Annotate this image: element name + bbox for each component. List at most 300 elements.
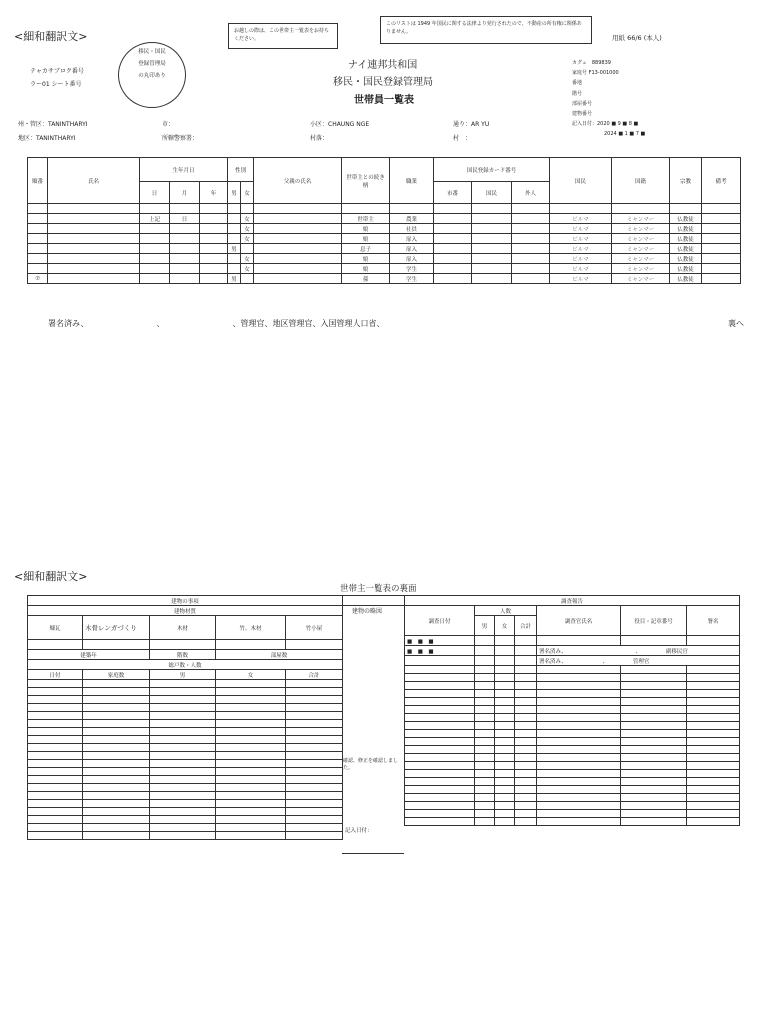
cell-empty <box>495 754 515 762</box>
col-header-father: 父親の氏名 <box>254 158 342 204</box>
table-row <box>28 704 343 712</box>
cell-female: 女 <box>241 254 254 264</box>
building-drawing-label: 建物の略図 <box>352 608 383 615</box>
ward-field: 小区：CHAUNG NGE <box>310 121 370 128</box>
cell-empty <box>434 214 472 224</box>
cell-empty <box>286 744 343 752</box>
cell-cit: ビルマ <box>550 234 612 244</box>
cell-empty <box>537 690 621 698</box>
table-row <box>28 712 343 720</box>
cell-day <box>140 254 170 264</box>
cell-month <box>170 204 200 214</box>
cell-empty <box>28 824 83 832</box>
cell-empty <box>537 722 621 730</box>
cell-empty <box>286 808 343 816</box>
col-header-card-city: 市番 <box>434 182 472 204</box>
cell-empty <box>537 738 621 746</box>
material-half-brick: 木骨レンガづくり <box>83 616 150 640</box>
cell-empty <box>515 698 537 706</box>
cell-empty <box>702 204 741 214</box>
table-row <box>28 816 343 824</box>
table-row <box>28 224 741 234</box>
cell-empty <box>405 778 475 786</box>
cell-empty <box>495 810 515 818</box>
cell-empty <box>48 234 140 244</box>
cell-empty <box>405 698 475 706</box>
cell-empty <box>150 776 216 784</box>
building-matters-header: 建物の事項 <box>28 596 343 606</box>
cell-no <box>28 204 48 214</box>
cell-empty <box>512 214 550 224</box>
meta-line: 階号 <box>572 90 583 97</box>
cell-empty <box>286 776 343 784</box>
cell-cit: ビルマ <box>550 224 612 234</box>
table-row <box>405 810 740 818</box>
cell-empty <box>687 810 740 818</box>
cell-nat: ミャンマー <box>612 234 670 244</box>
cell-empty <box>150 688 216 696</box>
cell-empty <box>512 264 550 274</box>
cell-empty <box>475 770 495 778</box>
inspection-date-1: ■ ■ ■ <box>405 636 475 646</box>
cell-empty <box>28 784 83 792</box>
cell-empty <box>537 674 621 682</box>
table-row <box>28 688 343 696</box>
cell-empty <box>216 824 286 832</box>
family-count-label: 家庭数 <box>83 670 150 680</box>
official-seal <box>118 42 186 108</box>
cell-empty <box>687 786 740 794</box>
cell-male <box>228 204 241 214</box>
cell-empty <box>83 832 150 840</box>
cell-empty <box>83 728 150 736</box>
cell-empty <box>687 738 740 746</box>
cell-empty <box>216 728 286 736</box>
cell-empty <box>405 722 475 730</box>
cell-empty <box>687 698 740 706</box>
cell-cit: ビルマ <box>550 274 612 284</box>
cell-empty <box>702 224 741 234</box>
cell-day <box>140 204 170 214</box>
cell-empty <box>687 746 740 754</box>
table-row <box>405 818 740 826</box>
cell-empty <box>200 264 228 274</box>
cell-empty <box>621 818 687 826</box>
inspection-table <box>404 595 740 826</box>
cell-empty <box>475 802 495 810</box>
cell-empty <box>621 810 687 818</box>
cell-empty <box>200 274 228 284</box>
cell-empty <box>216 704 286 712</box>
cell-empty <box>254 264 342 274</box>
cell-empty <box>515 706 537 714</box>
table-row <box>28 752 343 760</box>
date-label: 日付 <box>28 670 83 680</box>
seal-line-1: 移民・国民 <box>138 49 166 55</box>
cell-empty <box>150 768 216 776</box>
cell-empty <box>621 738 687 746</box>
page2-heading: <細和翻訳文> <box>14 570 88 583</box>
cell-nat <box>612 204 670 214</box>
cell-empty <box>495 746 515 754</box>
cell-empty <box>621 746 687 754</box>
cell-male <box>228 224 241 234</box>
cell-empty <box>475 810 495 818</box>
cell-cit: ビルマ <box>550 254 612 264</box>
cell-empty <box>475 762 495 770</box>
cell-empty <box>48 274 140 284</box>
cell-empty <box>621 802 687 810</box>
cell-empty <box>472 224 512 234</box>
people-male-header: 男 <box>475 616 495 636</box>
cell-empty <box>83 800 150 808</box>
cell-empty <box>475 698 495 706</box>
note-box: お越しの際は、この世帯主一覧表をお持ちください。 <box>228 23 338 49</box>
cell-empty <box>687 802 740 810</box>
cell-empty <box>286 712 343 720</box>
cell-empty <box>200 234 228 244</box>
cell-empty <box>495 778 515 786</box>
village-field: 村 ： <box>453 135 472 142</box>
col-header-female: 女 <box>241 182 254 204</box>
cell-empty <box>434 254 472 264</box>
cell-empty <box>28 688 83 696</box>
people-header: 人数 <box>475 606 537 616</box>
cell-empty <box>434 224 472 234</box>
table-row <box>28 204 741 214</box>
cell-empty <box>702 244 741 254</box>
cell-empty <box>495 802 515 810</box>
cell-empty <box>150 728 216 736</box>
entry-date-label: 記入日付： <box>345 828 373 834</box>
col-header-card: 国民登録カード番号 <box>434 158 550 182</box>
cell-no <box>28 264 48 274</box>
signed-note-2: 署名済み、 、 管理官 <box>537 656 740 666</box>
cell-empty <box>537 730 621 738</box>
building-drawing-area <box>342 595 404 854</box>
cell-female: 女 <box>241 224 254 234</box>
cell-empty <box>512 224 550 234</box>
cell-empty <box>48 224 140 234</box>
cell-empty <box>216 744 286 752</box>
col-header-citizenship: 国民 <box>550 158 612 204</box>
col-header-no: 順番 <box>28 158 48 204</box>
cell-empty <box>150 760 216 768</box>
cell-empty <box>434 274 472 284</box>
page1-heading: <細和翻訳文> <box>14 30 88 43</box>
building-table <box>27 595 343 840</box>
cell-day: 上記 <box>140 214 170 224</box>
table-row <box>28 274 741 284</box>
cell-empty <box>150 832 216 840</box>
meta-block <box>572 58 645 140</box>
cell-empty <box>83 792 150 800</box>
cell-male: 男 <box>228 274 241 284</box>
cell-empty <box>621 722 687 730</box>
cell-empty <box>200 204 228 214</box>
table-row <box>405 722 740 730</box>
cell-empty <box>515 810 537 818</box>
cell-empty <box>28 712 83 720</box>
table-row <box>405 714 740 722</box>
cell-male <box>228 234 241 244</box>
cell-empty <box>216 688 286 696</box>
cell-empty <box>286 728 343 736</box>
cell-empty <box>216 832 286 840</box>
table-row <box>28 776 343 784</box>
cell-empty <box>515 666 537 674</box>
cell-empty <box>405 754 475 762</box>
cell-empty <box>472 274 512 284</box>
signed-note-1: 署名済み、 、 副移民官 <box>537 646 740 656</box>
department-name: 移民・国民登録管理局 <box>333 77 433 88</box>
material-bamboo-wood: 竹、木材 <box>216 616 286 640</box>
table-row <box>28 680 343 688</box>
cell-empty <box>515 786 537 794</box>
cell-empty <box>405 738 475 746</box>
cell-empty <box>28 768 83 776</box>
cell-empty <box>537 714 621 722</box>
table-row <box>405 762 740 770</box>
cell-empty <box>687 770 740 778</box>
cell-rel: 仏教徒 <box>670 244 702 254</box>
cell-empty <box>286 760 343 768</box>
cell-empty <box>405 706 475 714</box>
cell-month <box>170 244 200 254</box>
cell-empty <box>537 778 621 786</box>
cell-empty <box>200 254 228 264</box>
cell-empty <box>495 762 515 770</box>
cell-empty <box>537 818 621 826</box>
cell-empty <box>150 704 216 712</box>
cell-empty <box>28 728 83 736</box>
cell-empty <box>495 714 515 722</box>
cell-empty <box>286 720 343 728</box>
cell-empty <box>83 784 150 792</box>
col-header-day: 日 <box>140 182 170 204</box>
cell-empty <box>537 682 621 690</box>
cell-empty <box>537 698 621 706</box>
cell-empty <box>48 254 140 264</box>
table-row <box>28 808 343 816</box>
cell-no <box>28 254 48 264</box>
left-label-1: テャカサブロク番号 <box>30 68 84 75</box>
cell-empty <box>405 762 475 770</box>
cell-day <box>140 234 170 244</box>
table-row <box>28 800 343 808</box>
cell-occupation: 学生 <box>390 264 434 274</box>
cell-empty <box>621 794 687 802</box>
cell-empty <box>434 244 472 254</box>
cell-empty <box>537 802 621 810</box>
cell-empty <box>687 778 740 786</box>
cell-empty <box>405 666 475 674</box>
cell-empty <box>475 690 495 698</box>
col-header-occupation: 職業 <box>390 158 434 204</box>
cell-empty <box>28 744 83 752</box>
cell-empty <box>216 696 286 704</box>
cell-empty <box>512 254 550 264</box>
households-label: 総戸数・人数 <box>28 660 343 670</box>
building-materials-header: 建物材質 <box>28 606 343 616</box>
cell-empty <box>512 274 550 284</box>
document-title: 世帯員一覧表 <box>354 95 414 106</box>
cell-empty <box>515 778 537 786</box>
country-name: ナイ連邦共和国 <box>348 60 418 71</box>
cell-empty <box>621 778 687 786</box>
table-row <box>405 794 740 802</box>
cell-empty <box>286 800 343 808</box>
cell-empty <box>28 680 83 688</box>
cell-empty <box>286 704 343 712</box>
seal-line-2: 登録管理局 <box>138 61 166 67</box>
cell-nat: ミャンマー <box>612 274 670 284</box>
col-header-male: 男 <box>228 182 241 204</box>
cell-empty <box>702 264 741 274</box>
table-row <box>405 666 740 674</box>
cell-empty <box>687 754 740 762</box>
state-field: 州・管区：TANINTHARYI <box>18 121 88 128</box>
material-brick: 煉瓦 <box>28 616 83 640</box>
back-title: 世帯主一覧表の裏面 <box>340 584 417 594</box>
cell-empty <box>495 698 515 706</box>
cell-empty <box>687 666 740 674</box>
cell-empty <box>537 794 621 802</box>
cell-empty <box>621 714 687 722</box>
cell-empty <box>286 688 343 696</box>
cell-rel: 仏教徒 <box>670 254 702 264</box>
cell-empty <box>83 744 150 752</box>
table-row <box>28 234 741 244</box>
cell-month <box>170 254 200 264</box>
sheet-number: 用紙 66/6 (本人) <box>612 34 662 42</box>
cell-empty <box>83 712 150 720</box>
cell-empty <box>687 674 740 682</box>
cell-empty <box>434 264 472 274</box>
cell-empty <box>83 768 150 776</box>
cell-empty <box>254 244 342 254</box>
cell-female <box>241 204 254 214</box>
cell-empty <box>405 770 475 778</box>
cell-occupation: 社員 <box>390 224 434 234</box>
cell-empty <box>286 768 343 776</box>
cell-empty <box>537 706 621 714</box>
cell-empty <box>83 696 150 704</box>
cell-occupation: 農業 <box>390 214 434 224</box>
meta-line: 2024 ■ 1 ■ 7 ■ <box>604 131 646 138</box>
cell-empty <box>254 224 342 234</box>
cell-relation: 娘 <box>342 224 390 234</box>
city-field: 市： <box>162 121 175 128</box>
street-field: 通り：AR YU <box>453 121 490 128</box>
cell-empty <box>48 204 140 214</box>
people-total-header: 合計 <box>515 616 537 636</box>
table-row <box>28 768 343 776</box>
cell-empty <box>495 722 515 730</box>
cell-empty <box>216 712 286 720</box>
cell-empty <box>48 244 140 254</box>
cell-empty <box>286 736 343 744</box>
cell-empty <box>150 744 216 752</box>
cell-empty <box>475 666 495 674</box>
col-header-card-national: 国民 <box>472 182 512 204</box>
cell-empty <box>687 714 740 722</box>
cell-empty <box>475 730 495 738</box>
cell-empty <box>495 738 515 746</box>
cell-nat: ミャンマー <box>612 214 670 224</box>
cell-empty <box>475 674 495 682</box>
cell-empty <box>495 666 515 674</box>
cell-rel: 仏教徒 <box>670 264 702 274</box>
table-row <box>405 698 740 706</box>
cell-empty <box>515 738 537 746</box>
col-header-name: 氏名 <box>48 158 140 204</box>
cell-empty <box>150 784 216 792</box>
cell-no: ⑦ <box>28 274 48 284</box>
cell-empty <box>537 754 621 762</box>
cell-empty <box>150 720 216 728</box>
cell-empty <box>150 752 216 760</box>
cell-empty <box>475 682 495 690</box>
cell-empty <box>28 776 83 784</box>
cell-empty <box>150 808 216 816</box>
meta-line: 建物番号 <box>572 111 593 118</box>
cell-empty <box>150 712 216 720</box>
col-header-religion: 宗教 <box>670 158 702 204</box>
table-row <box>28 728 343 736</box>
cell-relation: 息子 <box>342 244 390 254</box>
meta-line: カグェ 889839 <box>572 60 611 66</box>
cell-empty <box>687 706 740 714</box>
table-row <box>28 720 343 728</box>
cell-empty <box>621 730 687 738</box>
cell-male: 男 <box>228 244 241 254</box>
cell-nat: ミャンマー <box>612 264 670 274</box>
cell-nat: ミャンマー <box>612 254 670 264</box>
cell-empty <box>537 746 621 754</box>
cell-occupation <box>390 204 434 214</box>
cell-empty <box>621 674 687 682</box>
cell-empty <box>687 682 740 690</box>
cell-empty <box>495 682 515 690</box>
table-row <box>405 738 740 746</box>
cell-empty <box>515 794 537 802</box>
cell-empty <box>150 680 216 688</box>
col-header-relation: 世帯主との続き柄 <box>342 158 390 204</box>
cell-occupation: 扉入 <box>390 244 434 254</box>
district-field: 地区：TANINTHARYI <box>18 135 76 142</box>
cell-empty <box>216 752 286 760</box>
cell-empty <box>475 786 495 794</box>
cell-empty <box>495 770 515 778</box>
cell-empty <box>150 816 216 824</box>
cell-female: 女 <box>241 234 254 244</box>
cell-empty <box>216 736 286 744</box>
cell-empty <box>83 776 150 784</box>
cell-empty <box>405 674 475 682</box>
cell-empty <box>28 720 83 728</box>
cell-empty <box>621 698 687 706</box>
table-row <box>28 792 343 800</box>
cell-relation: 娘 <box>342 264 390 274</box>
confirm-note: 確認、修正を確認しました。 <box>343 758 399 771</box>
cell-empty <box>405 746 475 754</box>
female-label: 女 <box>216 670 286 680</box>
inspector-name-header: 調査官氏名 <box>537 606 621 636</box>
cell-empty <box>621 786 687 794</box>
cell-empty <box>286 792 343 800</box>
cell-rel: 仏教徒 <box>670 274 702 284</box>
